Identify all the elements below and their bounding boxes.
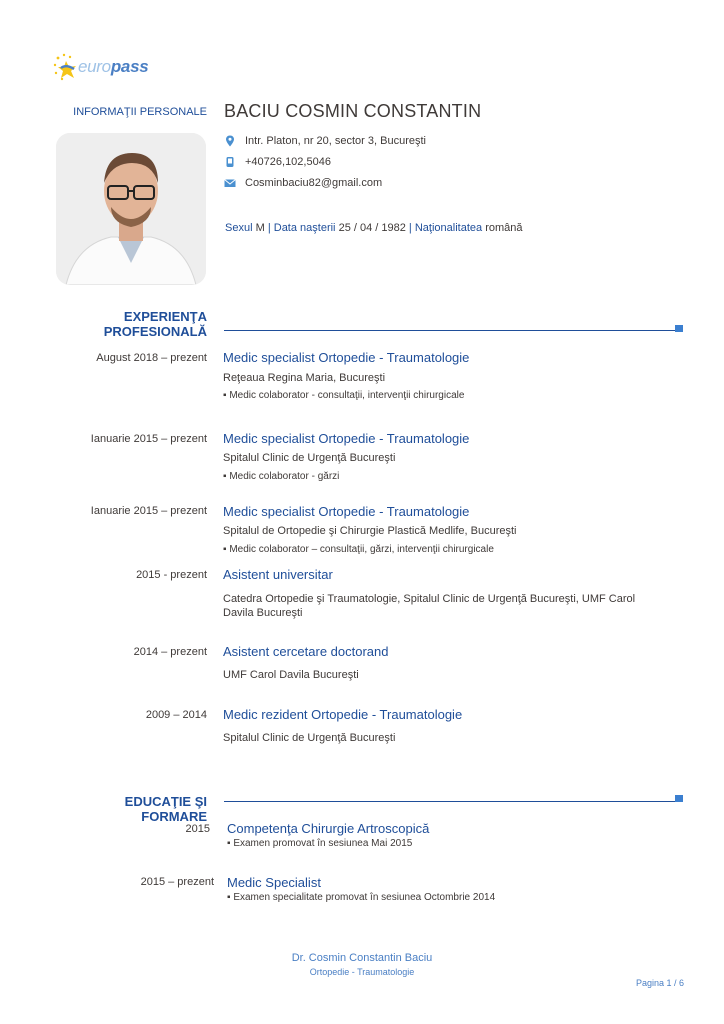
phone-text[interactable]: +40726,102,5046 <box>245 156 331 168</box>
experience-position: Asistent universitar <box>223 567 333 582</box>
nationality-label: Naţionalitatea <box>414 222 483 234</box>
experience-title-line1: EXPERIENŢA <box>123 309 207 324</box>
education-title: Competenţa Chirurgie Artroscopică <box>227 821 430 836</box>
experience-employer: UMF Carol Davila Bucureşti <box>223 669 359 681</box>
sex-label: Sexul <box>225 222 253 234</box>
education-bullet: ▪ Examen specialitate promovat în sesiunea Octombrie 2014 <box>227 892 496 903</box>
separator: | <box>267 222 271 234</box>
section-divider-marker <box>675 795 683 802</box>
europass-logo-text: europass <box>78 57 149 76</box>
section-divider-marker <box>675 325 683 332</box>
experience-employer: Catedra Ortopedie şi Traumatologie, Spitalul Clinic de Urgenţă Bucureşti, UMF Carol Davila Bucureşti <box>223 593 636 619</box>
profile-photo <box>56 133 206 285</box>
personal-details-line <box>225 222 522 234</box>
email-icon <box>224 177 236 189</box>
education-section-title: EDUCAŢIE ŞI FORMARE <box>124 794 207 824</box>
experience-employer: Spitalul de Ortopedie şi Chirurgie Plastică Medlife, Bucureşti <box>223 525 517 537</box>
candidate-name: BACIU COSMIN CONSTANTIN <box>224 101 482 121</box>
experience-date: Ianuarie 2015 – prezent <box>90 505 207 517</box>
dob-label: Data naşterii <box>273 222 336 234</box>
experience-position: Asistent cercetare doctorand <box>223 644 389 659</box>
section-divider <box>224 801 678 802</box>
dob-value: 25 / 04 / 1982 <box>338 222 406 234</box>
footer-name: Dr. Cosmin Constantin Baciu <box>291 952 433 964</box>
sex-value: M <box>255 222 265 234</box>
address-row <box>224 135 426 147</box>
experience-position: Medic specialist Ortopedie - Traumatologie <box>223 350 470 365</box>
experience-date: 2015 - prezent <box>136 569 207 581</box>
experience-employer: Spitalul Clinic de Urgenţă Bucureşti <box>223 452 396 464</box>
nationality-value: română <box>485 222 523 234</box>
separator: | <box>408 222 412 234</box>
location-pin-icon <box>224 135 236 147</box>
experience-date: 2014 – prezent <box>133 646 207 658</box>
education-bullet: ▪ Examen promovat în sesiunea Mai 2015 <box>227 838 413 849</box>
experience-bullet: ▪ Medic colaborator - consultaţii, intervenţii chirurgicale <box>223 390 465 401</box>
experience-bullet: ▪ Medic colaborator – consultaţii, gărzi, intervenţii chirurgicale <box>223 544 494 555</box>
experience-date: Ianuarie 2015 – prezent <box>90 433 207 445</box>
education-date: 2015 <box>185 823 210 835</box>
phone-row <box>224 156 331 168</box>
education-title: Medic Specialist <box>227 875 321 890</box>
phone-icon <box>224 156 236 168</box>
address-text: Intr. Platon, nr 20, sector 3, Bucureşti <box>245 135 426 147</box>
experience-position: Medic rezident Ortopedie - Traumatologie <box>223 707 463 722</box>
section-divider <box>224 330 678 331</box>
experience-bullet: ▪ Medic colaborator - gărzi <box>223 471 340 482</box>
experience-position: Medic specialist Ortopedie - Traumatologie <box>223 504 470 519</box>
page-number: Pagina 1 / 6 <box>635 978 684 988</box>
experience-employer: Reţeaua Regina Maria, Bucureşti <box>223 372 386 384</box>
email-text[interactable]: Cosminbaciu82@gmail.com <box>245 177 383 189</box>
education-date: 2015 – prezent <box>140 876 214 888</box>
personal-info-label: INFORMAŢII PERSONALE <box>73 106 207 118</box>
footer-specialty: Ortopedie - Traumatologie <box>309 967 415 977</box>
experience-section-title <box>57 309 207 339</box>
experience-date: 2009 – 2014 <box>145 709 207 721</box>
experience-employer: Spitalul Clinic de Urgenţă Bucureşti <box>223 732 396 744</box>
experience-title-line2: PROFESIONALĂ <box>103 324 207 339</box>
experience-position: Medic specialist Ortopedie - Traumatologie <box>223 431 470 446</box>
experience-date: August 2018 – prezent <box>96 352 207 364</box>
email-row <box>224 177 382 189</box>
